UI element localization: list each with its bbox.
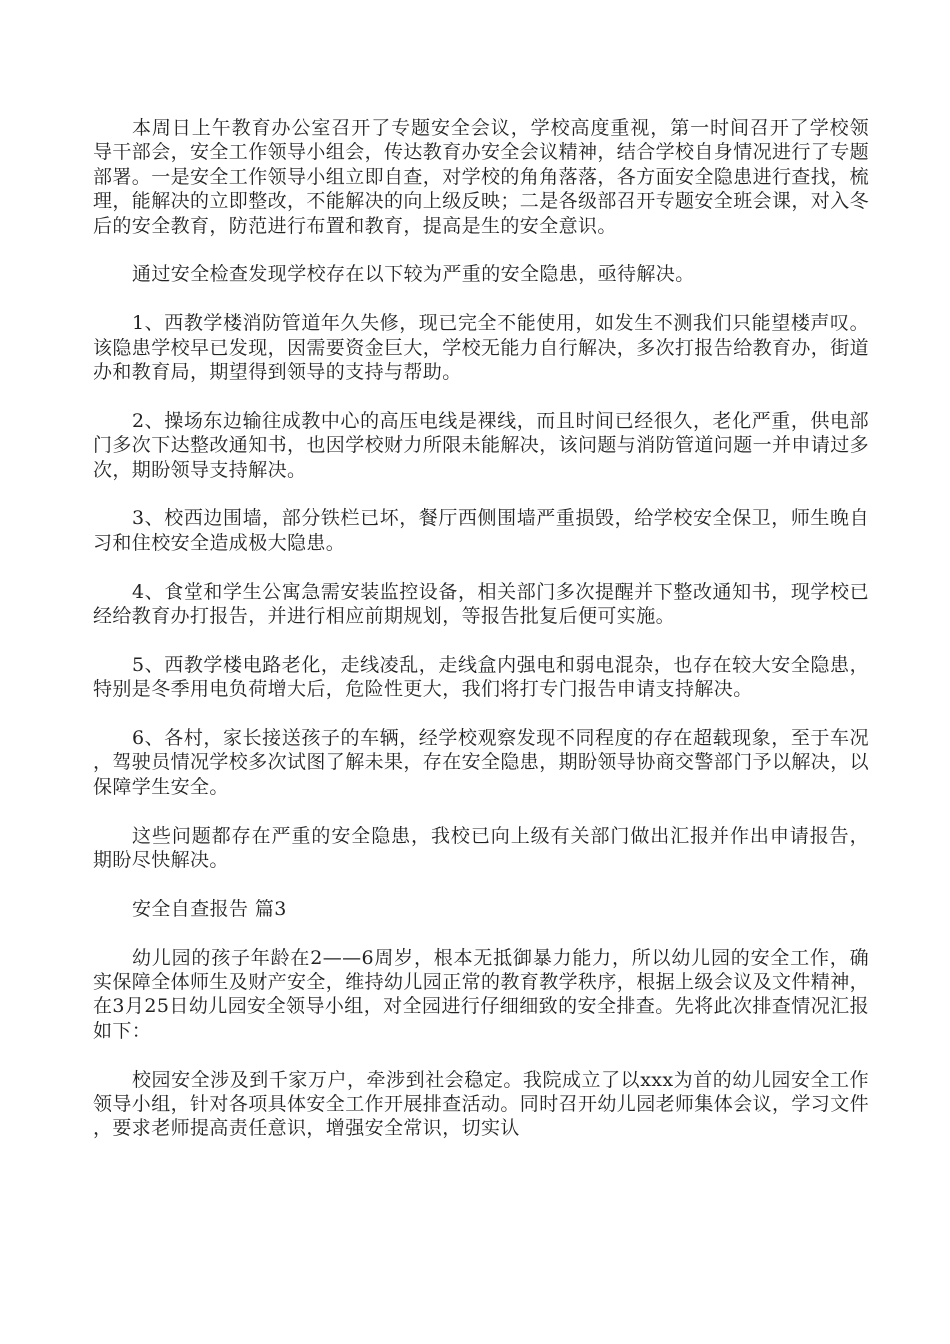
paragraph-item-3: 3、校西边围墙，部分铁栏已坏，餐厅西侧围墙严重损毁，给学校安全保卫，师生晚自习和住校安全造成极大隐患。 bbox=[93, 507, 869, 554]
paragraph-conclusion: 这些问题都存在严重的安全隐患，我校已向上级有关部门做出汇报并作出申请报告，期盼尽快解决。 bbox=[93, 824, 869, 872]
document-body bbox=[93, 116, 869, 1165]
paragraph-kindergarten-team: 校园安全涉及到千家万户，牵涉到社会稳定。我院成立了以xxx为首的幼儿园安全工作领导小组，针对各项具体安全工作开展排查活动。同时召开幼儿园老师集体会议，学习文件，要求老师提高责任意识，增强安全常识，切实认 bbox=[93, 1068, 870, 1140]
paragraph-kindergarten-intro: 幼儿园的孩子年龄在2——6周岁，根本无抵御暴力能力，所以幼儿园的安全工作，确实保障全体师生及财产安全，维持幼儿园正常的教育教学秩序，根据上级会议及文件精神，在3月25日幼儿园安全领导小组，对全园进行仔细细致的安全排查。先将此次排查情况汇报如下： bbox=[93, 946, 870, 1042]
paragraph-item-5: 5、西教学楼电路老化，走线凌乱，走线盒内强电和弱电混杂，也存在较大安全隐患，特别是冬季用电负荷增大后，危险性更大，我们将打专门报告申请支持解决。 bbox=[93, 653, 869, 701]
paragraph-intro: 本周日上午教育办公室召开了专题安全会议，学校高度重视，第一时间召开了学校领导干部会，安全工作领导小组会，传达教育办安全会议精神，结合学校自身情况进行了专题部署。一是安全工作领导小组立即自查，对学校的角角落落，各方面安全隐患进行查找，梳理，能解决的立即整改，不能解决的向上级反映；二是各级部召开专题安全班会课，对入冬后的安全教育，防范进行布置和教育，提高是生的安全意识。 bbox=[93, 117, 870, 237]
paragraph-summary: 通过安全检查发现学校存在以下较为严重的安全隐患，亟待解决。 bbox=[132, 263, 695, 286]
paragraph-item-6: 6、各村，家长接送孩子的车辆，经学校观察发现不同程度的存在超载现象，至于车况，驾驶员情况学校多次试图了解未果，存在安全隐患，期盼领导协商交警部门予以解决，以保障学生安全。 bbox=[93, 727, 870, 798]
paragraph-item-2: 2、操场东边输往成教中心的高压电线是裸线，而且时间已经很久，老化严重，供电部门多次下达整改通知书，也因学校财力所限未能解决，该问题与消防管道问题一并申请过多次，期盼领导支持解决。 bbox=[93, 409, 870, 481]
paragraph-item-1: 1、西教学楼消防管道年久失修，现已完全不能使用，如发生不测我们只能望楼声叹。该隐患学校早已发现，因需要资金巨大，学校无能力自行解决，多次打报告给教育办，街道办和教育局，期望得到领导的支持与帮助。 bbox=[93, 312, 870, 384]
section-heading: 安全自查报告 篇3 bbox=[132, 897, 287, 920]
paragraph-item-4: 4、食堂和学生公寓急需安装监控设备，相关部门多次提醒并下整改通知书，现学校已经给教育办打报告，并进行相应前期规划，等报告批复后便可实施。 bbox=[93, 580, 869, 628]
